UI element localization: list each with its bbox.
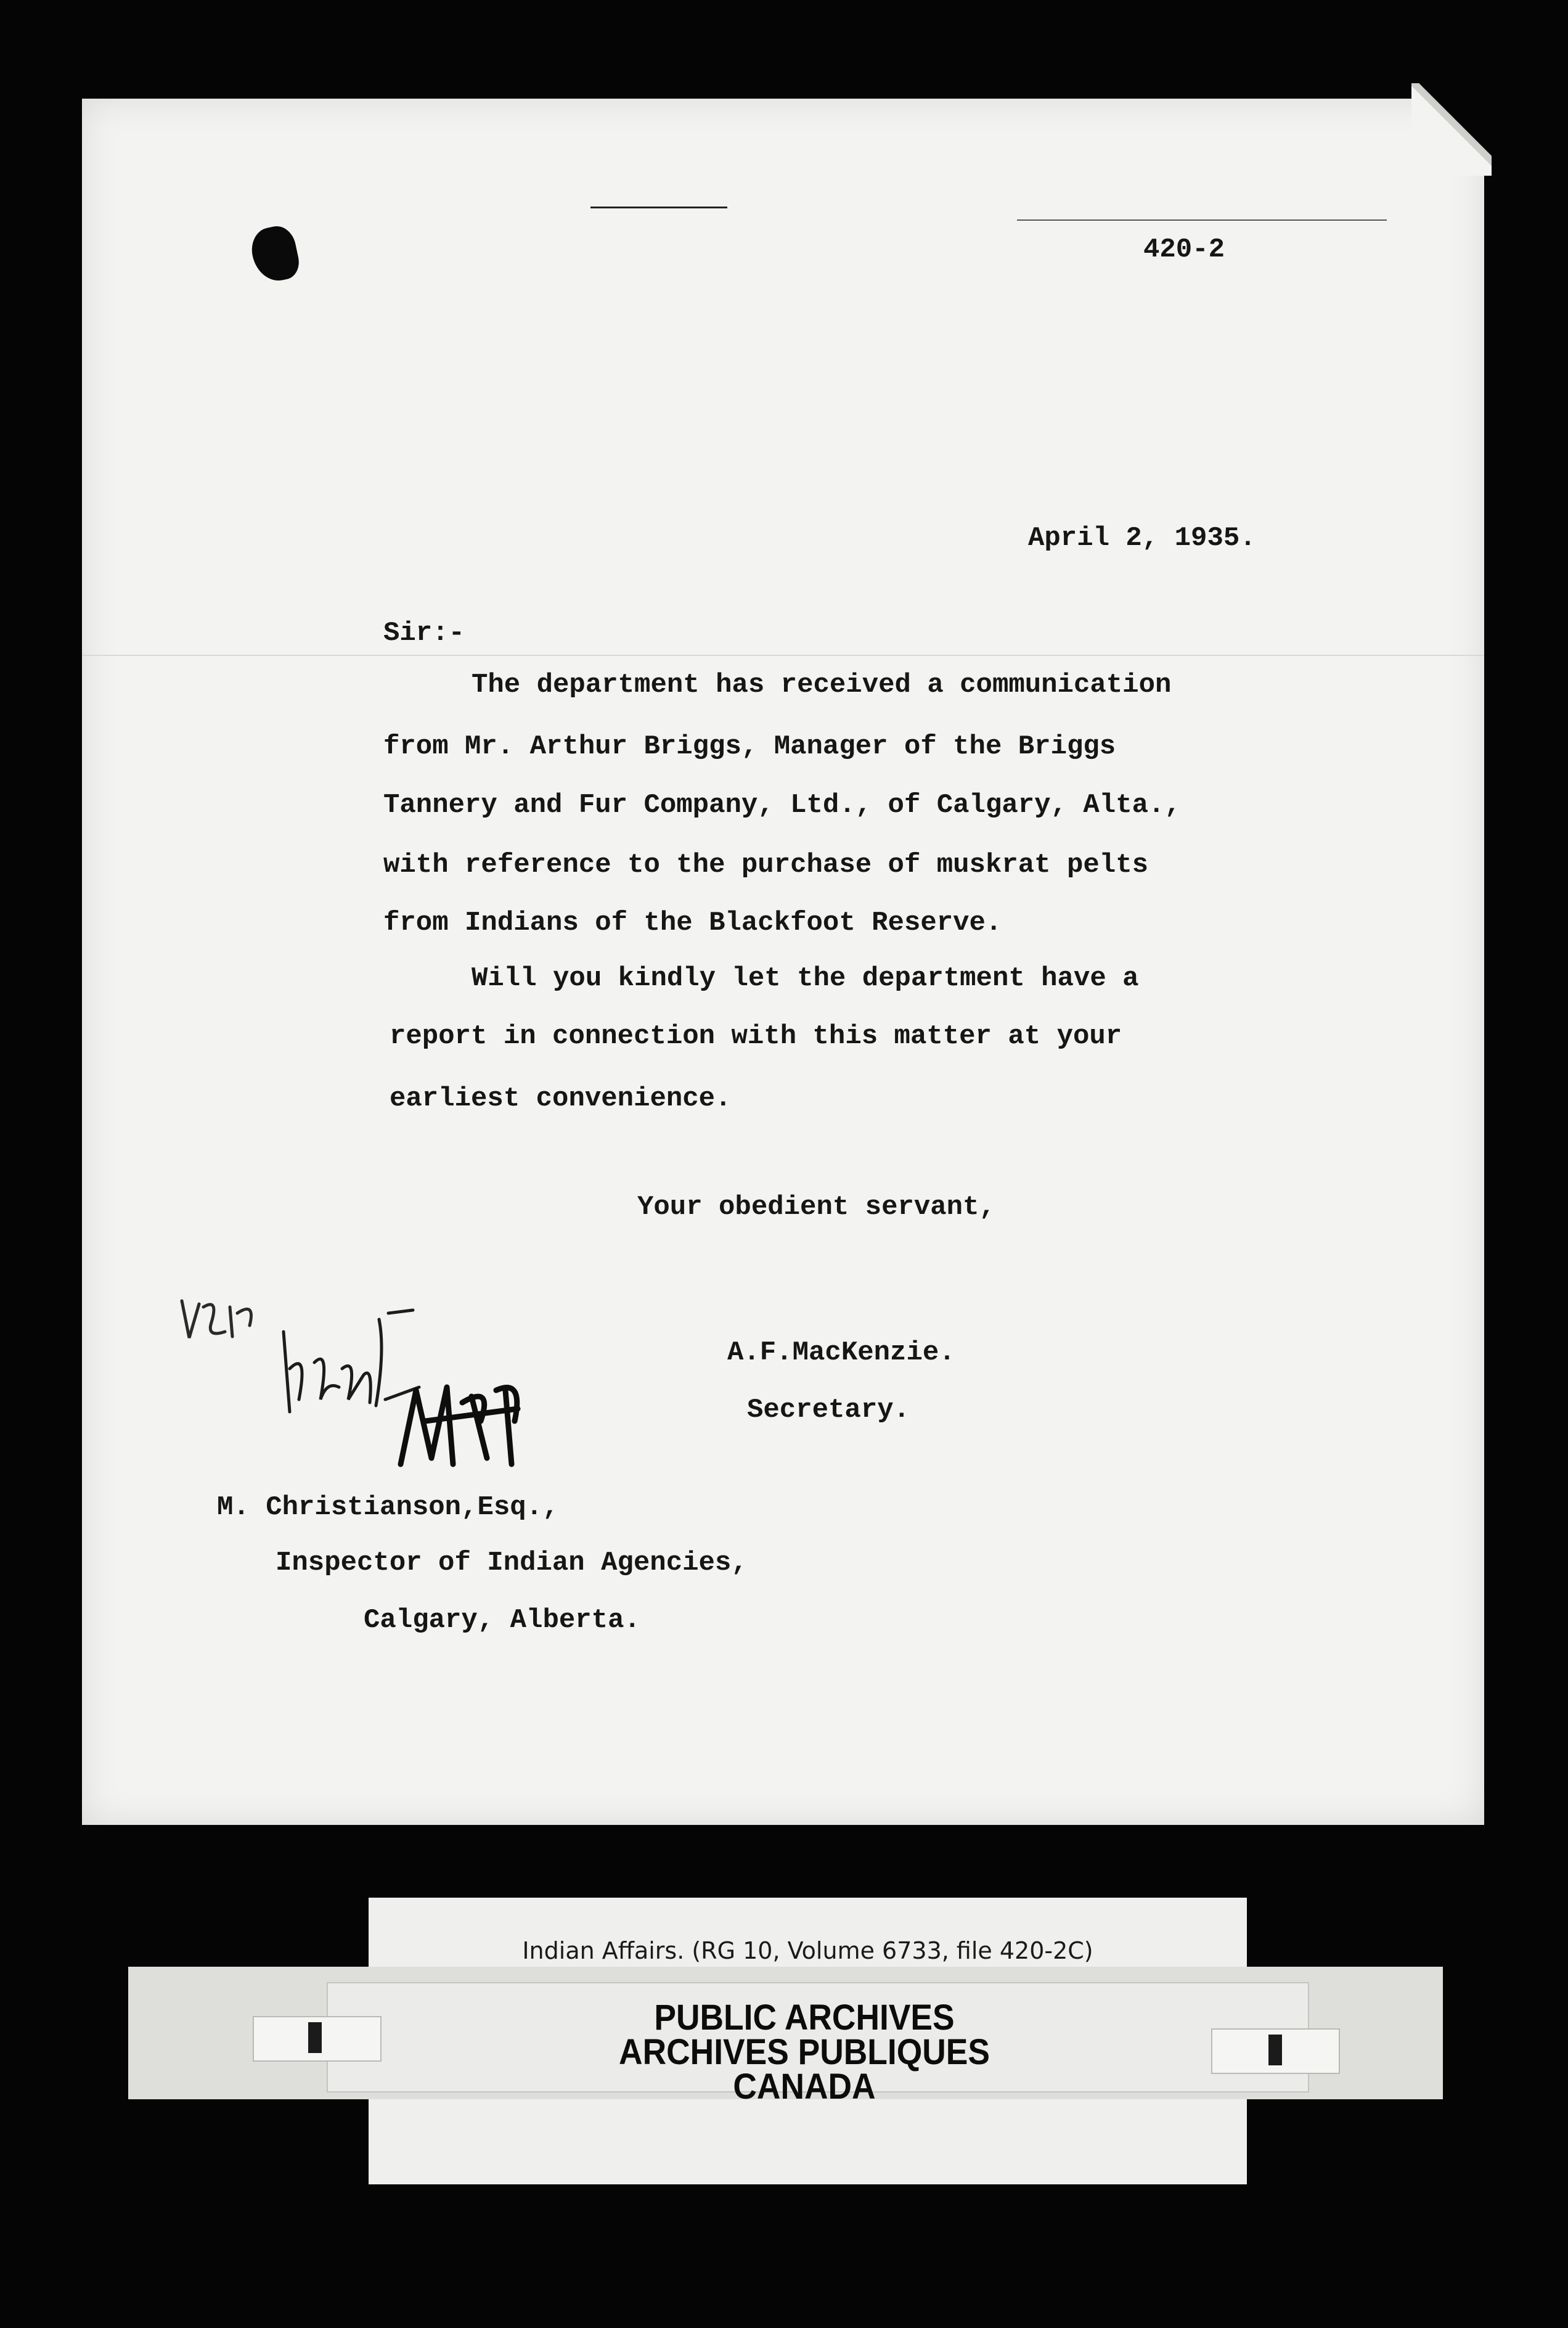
handwritten-initials-stamp [388,1366,536,1483]
addressee-line: M. Christianson,Esq., [217,1492,559,1523]
body-line: report in connection with this matter at your [390,1021,1122,1052]
body-line: Tannery and Fur Company, Ltd., of Calgary, Alta., [383,790,1181,821]
folded-page-corner [1411,83,1492,176]
stamp-line: PUBLIC ARCHIVES [654,1998,955,2038]
archive-stamp [345,1998,1264,2107]
stamp-line: ARCHIVES PUBLIQUES [619,2032,990,2072]
handwritten-initials [176,1289,262,1356]
rule-line [590,207,727,208]
rule-line [1017,219,1387,221]
body-line: with reference to the purchase of muskrat pelts [383,850,1149,880]
addressee-line: Calgary, Alberta. [364,1605,640,1636]
stamp-line: CANADA [733,2067,876,2107]
salutation: Sir:- [383,618,465,649]
signatory-name: A.F.MacKenzie. [727,1337,955,1368]
body-line: earliest convenience. [390,1083,732,1114]
clip-rivet-left [308,2022,322,2053]
body-line: Will you kindly let the department have a [472,963,1139,994]
letter-date: April 2, 1935. [1028,523,1256,554]
paper-seam [82,655,1484,656]
file-number: 420-2 [1143,234,1225,265]
signatory-title: Secretary. [747,1395,910,1425]
archive-reference: Indian Affairs. (RG 10, Volume 6733, file 420-2C) [522,1937,1093,1964]
clip-rivet-right [1268,2035,1282,2065]
body-line: from Mr. Arthur Briggs, Manager of the Briggs [383,731,1116,762]
body-line: The department has received a communication [472,670,1172,700]
closing: Your obedient servant, [637,1192,995,1223]
body-line: from Indians of the Blackfoot Reserve. [383,908,1002,938]
addressee-line: Inspector of Indian Agencies, [276,1547,748,1578]
